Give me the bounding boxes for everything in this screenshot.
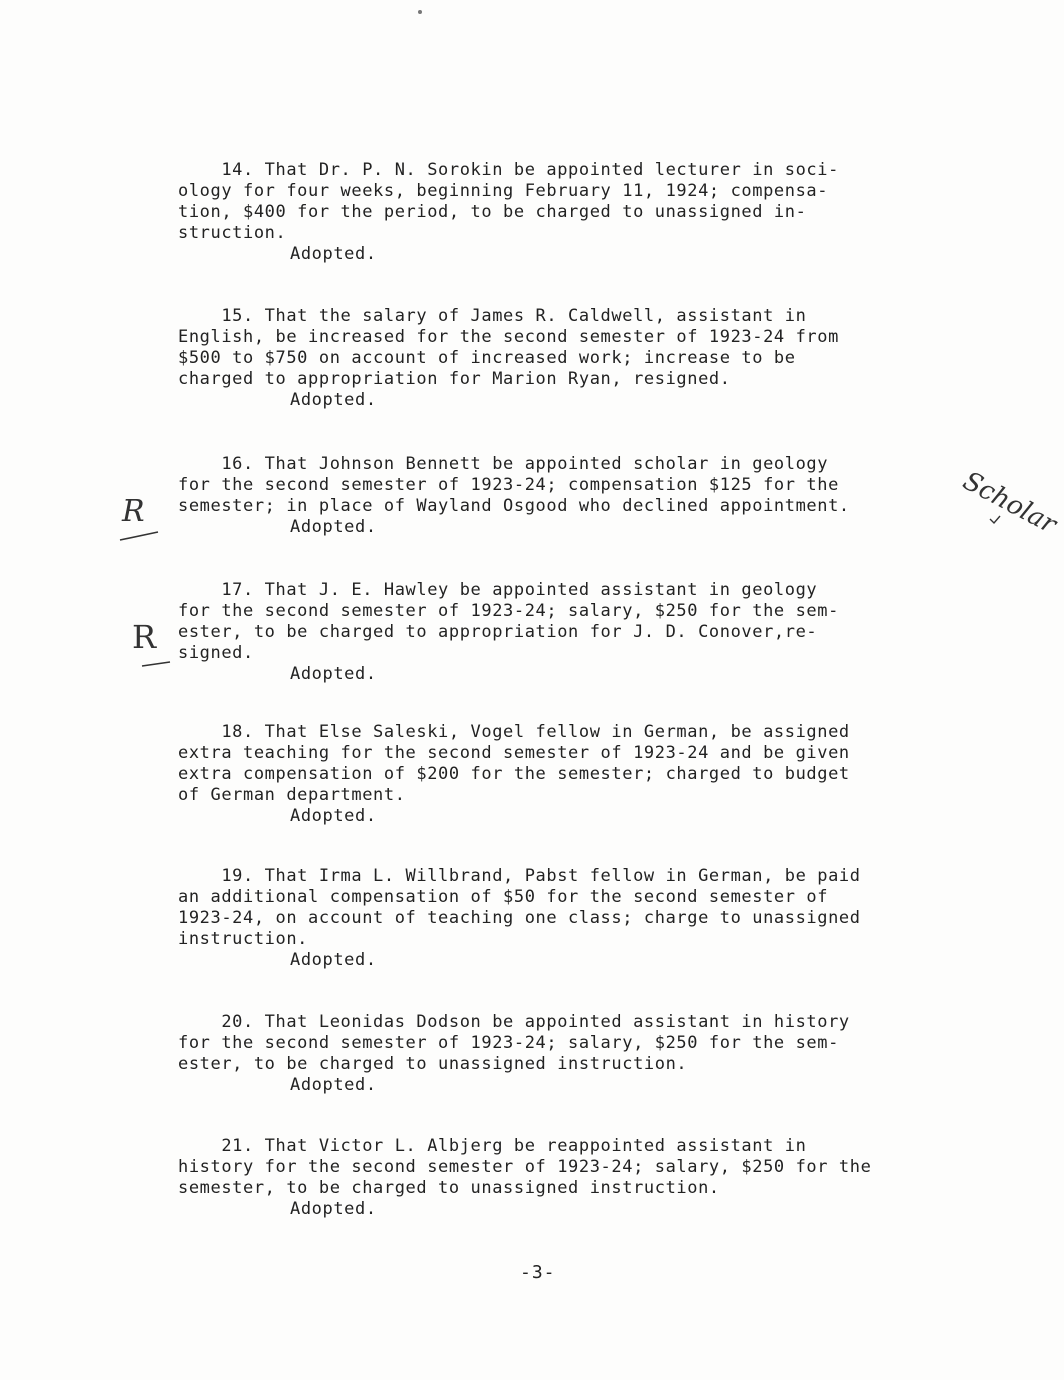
item-line: instruction. <box>178 929 309 949</box>
resolution-item-17 <box>178 580 978 685</box>
margin-note-r-item17: R <box>132 618 157 656</box>
item-line: $500 to $750 on account of increased work; increase to be <box>178 348 796 368</box>
item-line: extra teaching for the second semester of 1923-24 and be given <box>178 743 850 763</box>
adopted-status: Adopted. <box>290 1075 377 1095</box>
margin-note-r-item16-underline <box>118 530 162 542</box>
adopted-status: Adopted. <box>290 390 377 410</box>
item-line: ester, to be charged to unassigned instruction. <box>178 1054 688 1074</box>
item-line: English, be increased for the second semester of 1923-24 from <box>178 327 839 347</box>
item-line: for the second semester of 1923-24; salary, $250 for the sem- <box>178 1033 839 1053</box>
item-line: charged to appropriation for Marion Ryan, resigned. <box>178 369 731 389</box>
item-line: for the second semester of 1923-24; compensation $125 for the <box>178 475 839 495</box>
margin-note-r-item17-underline <box>140 658 174 670</box>
item-line: 16. That Johnson Bennett be appointed scholar in geology <box>178 454 829 474</box>
item-line: for the second semester of 1923-24; salary, $250 for the sem- <box>178 601 839 621</box>
item-line: semester, to be charged to unassigned instruction. <box>178 1178 720 1198</box>
item-line: 18. That Else Saleski, Vogel fellow in German, be assigned <box>178 722 850 742</box>
adopted-status: Adopted. <box>290 244 377 264</box>
adopted-status: Adopted. <box>290 517 377 537</box>
item-line: tion, $400 for the period, to be charged to unassigned in- <box>178 202 807 222</box>
item-line: 19. That Irma L. Willbrand, Pabst fellow in German, be paid <box>178 866 861 886</box>
margin-note-scholar: Scholar <box>957 466 1062 540</box>
item-line: 17. That J. E. Hawley be appointed assistant in geology <box>178 580 818 600</box>
item-line: extra compensation of $200 for the semester; charged to budget <box>178 764 850 784</box>
item-line: history for the second semester of 1923-24; salary, $250 for the <box>178 1157 872 1177</box>
item-line: 20. That Leonidas Dodson be appointed assistant in history <box>178 1012 850 1032</box>
resolution-item-20 <box>178 1012 978 1096</box>
item-line: signed. <box>178 643 254 663</box>
ink-speck <box>418 10 422 14</box>
item-line: 14. That Dr. P. N. Sorokin be appointed lecturer in soci- <box>178 160 839 180</box>
item-line: semester; in place of Wayland Osgood who declined appointment. <box>178 496 850 516</box>
adopted-status: Adopted. <box>290 664 377 684</box>
adopted-status: Adopted. <box>290 1199 377 1219</box>
check-mark-icon <box>988 514 1002 526</box>
item-line: struction. <box>178 223 287 243</box>
resolution-item-18 <box>178 722 978 827</box>
margin-note-r-item16: R <box>122 494 145 529</box>
item-line: ester, to be charged to appropriation for J. D. Conover,re- <box>178 622 818 642</box>
resolution-item-15 <box>178 306 978 411</box>
item-line: ology for four weeks, beginning February 11, 1924; compensa- <box>178 181 829 201</box>
resolution-item-21 <box>178 1136 978 1220</box>
item-line: 1923-24, on account of teaching one class; charge to unassigned <box>178 908 861 928</box>
resolution-item-16 <box>178 454 978 538</box>
item-line: an additional compensation of $50 for the second semester of <box>178 887 829 907</box>
resolution-item-14 <box>178 160 978 265</box>
item-line: 21. That Victor L. Albjerg be reappointed assistant in <box>178 1136 807 1156</box>
adopted-status: Adopted. <box>290 950 377 970</box>
item-line: of German department. <box>178 785 406 805</box>
item-line: 15. That the salary of James R. Caldwell, assistant in <box>178 306 807 326</box>
resolution-item-19 <box>178 866 978 971</box>
page-number: -3- <box>520 1262 556 1283</box>
adopted-status: Adopted. <box>290 806 377 826</box>
